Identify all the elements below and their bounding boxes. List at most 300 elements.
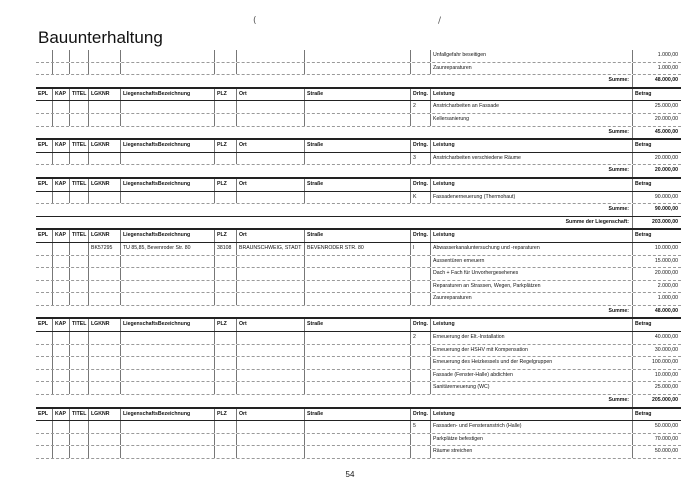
cell-lgknr — [88, 256, 120, 268]
cell-str — [304, 332, 410, 344]
cell-kap — [52, 101, 69, 113]
cell-betrag: 30.000,00 — [632, 345, 681, 357]
cell-betrag: 20.000,00 — [632, 268, 681, 280]
table-row — [36, 153, 681, 166]
cell-titel — [69, 332, 88, 344]
cell-epl — [36, 101, 52, 113]
cell-leist: Fassade (Fenster-Halle) abdichten — [430, 370, 632, 382]
cell-betrag: 50.000,00 — [632, 421, 681, 433]
cell-plz — [214, 446, 236, 458]
header-ort: Ort — [236, 409, 304, 421]
header-str: Straße — [304, 89, 410, 101]
cell-ort — [236, 357, 304, 369]
cell-epl — [36, 357, 52, 369]
cell-titel — [69, 345, 88, 357]
cell-plz — [214, 101, 236, 113]
cell-drng — [410, 357, 430, 369]
header-lgknr: LGKNR — [88, 409, 120, 421]
cell-drng: K — [410, 192, 430, 204]
cell-titel — [69, 256, 88, 268]
table-row — [36, 421, 681, 434]
cell-leist: Fassaden- und Fensteranstrich (Halle) — [430, 421, 632, 433]
cell-drng: I — [410, 243, 430, 255]
cell-ort — [236, 281, 304, 293]
header-titel: TITEL — [69, 319, 88, 331]
header-titel: TITEL — [69, 230, 88, 242]
header-epl: EPL — [38, 142, 49, 149]
cell-lgknr — [88, 421, 120, 433]
cell-betrag: 10.000,00 — [632, 243, 681, 255]
table-row — [36, 50, 681, 63]
table-row — [36, 345, 681, 358]
header-leist: Leistung — [430, 140, 632, 152]
header-titel: TITEL — [69, 89, 88, 101]
cell-plz — [214, 281, 236, 293]
cell-drng — [410, 268, 430, 280]
cell-plz — [214, 293, 236, 305]
cell-str — [304, 256, 410, 268]
header-kap: KAP — [52, 319, 69, 331]
table-header-row — [36, 88, 681, 102]
cell-titel — [69, 446, 88, 458]
cell-ort — [236, 101, 304, 113]
header-lgknr: LGKNR — [88, 319, 120, 331]
cell-ort — [236, 256, 304, 268]
sum-value: 45.000,00 — [632, 127, 681, 139]
property-total-label: Summe der Liegenschaft: — [565, 218, 629, 225]
cell-titel — [69, 50, 88, 62]
cell-ort — [236, 446, 304, 458]
cell-ort — [236, 114, 304, 126]
header-epl: EPL — [38, 180, 49, 187]
cell-leist: Reparaturen an Strassen, Wegen, Parkplätzen — [430, 281, 632, 293]
cell-str — [304, 192, 410, 204]
cell-kap — [52, 63, 69, 75]
property-total-row — [36, 217, 681, 230]
cell-leist: Fassadenerneuerung (Thermohaut) — [430, 192, 632, 204]
cell-drng: 2 — [410, 332, 430, 344]
sum-label: Summe: — [608, 167, 629, 174]
table-row — [36, 434, 681, 447]
cell-titel — [69, 243, 88, 255]
cell-plz — [214, 256, 236, 268]
header-leist: Leistung — [430, 89, 632, 101]
cell-str — [304, 114, 410, 126]
cell-drng — [410, 281, 430, 293]
cell-kap — [52, 243, 69, 255]
cell-bez — [120, 382, 214, 394]
sum-label: Summe: — [608, 397, 629, 404]
header-ort: Ort — [236, 319, 304, 331]
header-plz: PLZ — [214, 409, 236, 421]
cell-drng — [410, 382, 430, 394]
header-drng: Drlng. — [410, 230, 430, 242]
cell-drng — [410, 50, 430, 62]
cell-leist: Erneuerung der Elt.-Installation — [430, 332, 632, 344]
cell-betrag: 1.000,00 — [632, 293, 681, 305]
cell-drng — [410, 370, 430, 382]
cell-epl — [36, 256, 52, 268]
cell-lgknr: BK57295 — [88, 243, 120, 255]
header-kap: KAP — [52, 230, 69, 242]
table-row — [36, 243, 681, 256]
cell-plz — [214, 50, 236, 62]
header-ort: Ort — [236, 179, 304, 191]
header-titel: TITEL — [69, 179, 88, 191]
cell-kap — [52, 382, 69, 394]
cell-ort — [236, 50, 304, 62]
sum-label: Summe: — [608, 128, 629, 135]
cell-betrag: 2.000,00 — [632, 281, 681, 293]
cell-betrag: 70.000,00 — [632, 434, 681, 446]
cell-drng — [410, 63, 430, 75]
table-row — [36, 370, 681, 383]
stray-mark-left: ( — [253, 16, 257, 26]
header-drng: Drlng. — [410, 140, 430, 152]
cell-ort — [236, 421, 304, 433]
header-epl: EPL — [38, 321, 49, 328]
cell-titel — [69, 293, 88, 305]
header-leist: Leistung — [430, 319, 632, 331]
sum-value: 48.000,00 — [632, 306, 681, 318]
cell-kap — [52, 345, 69, 357]
cell-bez — [120, 114, 214, 126]
cell-bez — [120, 370, 214, 382]
cell-betrag: 1.000,00 — [632, 63, 681, 75]
cell-lgknr — [88, 268, 120, 280]
cell-epl — [36, 421, 52, 433]
header-epl: EPL — [38, 410, 49, 417]
cell-leist: Anstricharbeiten an Fassade — [430, 101, 632, 113]
table-row — [36, 332, 681, 345]
header-plz: PLZ — [214, 230, 236, 242]
cell-kap — [52, 434, 69, 446]
cell-lgknr — [88, 446, 120, 458]
cell-titel — [69, 192, 88, 204]
cell-lgknr — [88, 153, 120, 165]
sum-value: 48.000,00 — [632, 75, 681, 87]
cell-kap — [52, 268, 69, 280]
cell-bez — [120, 101, 214, 113]
header-betrag: Betrag — [632, 230, 681, 242]
cell-lgknr — [88, 50, 120, 62]
cell-epl — [36, 192, 52, 204]
cell-lgknr — [88, 281, 120, 293]
cell-kap — [52, 50, 69, 62]
header-epl: EPL — [38, 90, 49, 97]
cell-titel — [69, 370, 88, 382]
cell-betrag: 15.000,00 — [632, 256, 681, 268]
cell-epl — [36, 345, 52, 357]
cell-plz — [214, 114, 236, 126]
sum-row — [36, 395, 681, 408]
cell-kap — [52, 332, 69, 344]
cell-titel — [69, 101, 88, 113]
cell-titel — [69, 357, 88, 369]
table-row — [36, 256, 681, 269]
cell-ort — [236, 153, 304, 165]
cell-plz — [214, 370, 236, 382]
cell-bez — [120, 268, 214, 280]
cell-kap — [52, 114, 69, 126]
header-betrag: Betrag — [632, 409, 681, 421]
cell-epl — [36, 382, 52, 394]
cell-betrag: 50.000,00 — [632, 446, 681, 458]
cell-bez — [120, 357, 214, 369]
cell-leist: Sanitärerneuerung (WC) — [430, 382, 632, 394]
cell-str — [304, 101, 410, 113]
table-row — [36, 268, 681, 281]
header-leist: Leistung — [430, 409, 632, 421]
cell-leist: Zaunreparaturen — [430, 293, 632, 305]
cell-ort: BRAUNSCHWEIG, STADT — [236, 243, 304, 255]
header-bez: LiegenschaftsBezeichnung — [120, 89, 214, 101]
cell-str — [304, 50, 410, 62]
cell-epl — [36, 332, 52, 344]
header-betrag: Betrag — [632, 89, 681, 101]
header-str: Straße — [304, 230, 410, 242]
table-row — [36, 382, 681, 395]
cell-bez — [120, 446, 214, 458]
cell-kap — [52, 256, 69, 268]
cell-drng — [410, 256, 430, 268]
cell-titel — [69, 153, 88, 165]
table-row — [36, 446, 681, 459]
cell-lgknr — [88, 357, 120, 369]
cell-str — [304, 357, 410, 369]
cell-betrag: 20.000,00 — [632, 153, 681, 165]
sum-row — [36, 75, 681, 88]
cell-titel — [69, 281, 88, 293]
header-leist: Leistung — [430, 230, 632, 242]
sum-label: Summe: — [608, 206, 629, 213]
header-bez: LiegenschaftsBezeichnung — [120, 230, 214, 242]
cell-epl — [36, 50, 52, 62]
stray-mark-right: / — [438, 16, 442, 26]
header-ort: Ort — [236, 140, 304, 152]
cell-plz: 38108 — [214, 243, 236, 255]
cell-bez — [120, 421, 214, 433]
cell-lgknr — [88, 332, 120, 344]
header-bez: LiegenschaftsBezeichnung — [120, 140, 214, 152]
cell-str — [304, 153, 410, 165]
cell-bez — [120, 345, 214, 357]
cell-titel — [69, 268, 88, 280]
sum-row — [36, 306, 681, 319]
table-header-row — [36, 318, 681, 332]
table-header-row — [36, 139, 681, 153]
header-bez: LiegenschaftsBezeichnung — [120, 179, 214, 191]
header-plz: PLZ — [214, 89, 236, 101]
page-title: Bauunterhaltung — [38, 28, 163, 47]
cell-plz — [214, 421, 236, 433]
cell-str — [304, 268, 410, 280]
cell-titel — [69, 434, 88, 446]
header-str: Straße — [304, 319, 410, 331]
header-titel: TITEL — [69, 409, 88, 421]
cell-bez: TU 85,85, Bevenroder Str. 80 — [120, 243, 214, 255]
cell-epl — [36, 114, 52, 126]
cell-drng — [410, 345, 430, 357]
cell-drng — [410, 114, 430, 126]
cell-epl — [36, 370, 52, 382]
cell-drng — [410, 446, 430, 458]
cell-lgknr — [88, 114, 120, 126]
table-row — [36, 101, 681, 114]
cell-titel — [69, 63, 88, 75]
cell-leist: Räume streichen — [430, 446, 632, 458]
cell-kap — [52, 446, 69, 458]
header-kap: KAP — [52, 179, 69, 191]
cell-str — [304, 421, 410, 433]
cell-kap — [52, 153, 69, 165]
cell-ort — [236, 370, 304, 382]
header-lgknr: LGKNR — [88, 230, 120, 242]
cell-kap — [52, 357, 69, 369]
cell-lgknr — [88, 370, 120, 382]
cell-epl — [36, 153, 52, 165]
sum-value: 90.000,00 — [632, 204, 681, 216]
sum-label: Summe: — [608, 77, 629, 84]
cell-epl — [36, 243, 52, 255]
table-header-row — [36, 178, 681, 192]
cell-betrag: 40.000,00 — [632, 332, 681, 344]
cell-leist: Erneuerung des Heizkessels und der Regelgruppen — [430, 357, 632, 369]
sum-value: 205.000,00 — [632, 395, 681, 407]
table-row — [36, 114, 681, 127]
header-leist: Leistung — [430, 179, 632, 191]
cell-ort — [236, 382, 304, 394]
header-bez: LiegenschaftsBezeichnung — [120, 319, 214, 331]
cell-lgknr — [88, 382, 120, 394]
header-str: Straße — [304, 140, 410, 152]
header-epl: EPL — [38, 232, 49, 239]
page-number: 54 — [345, 470, 355, 479]
cell-titel — [69, 382, 88, 394]
cell-lgknr — [88, 434, 120, 446]
cell-epl — [36, 268, 52, 280]
cell-drng: 3 — [410, 153, 430, 165]
cell-str — [304, 382, 410, 394]
cell-bez — [120, 332, 214, 344]
header-plz: PLZ — [214, 140, 236, 152]
cell-betrag: 1.000,00 — [632, 50, 681, 62]
header-betrag: Betrag — [632, 140, 681, 152]
cell-ort — [236, 434, 304, 446]
header-lgknr: LGKNR — [88, 140, 120, 152]
header-lgknr: LGKNR — [88, 89, 120, 101]
cell-plz — [214, 357, 236, 369]
cell-leist: Dach + Fach für Unvorhergesehenes — [430, 268, 632, 280]
header-ort: Ort — [236, 230, 304, 242]
cell-str — [304, 293, 410, 305]
cell-ort — [236, 192, 304, 204]
cell-str — [304, 63, 410, 75]
cell-plz — [214, 63, 236, 75]
cell-bez — [120, 281, 214, 293]
header-plz: PLZ — [214, 319, 236, 331]
cell-str — [304, 281, 410, 293]
table-row — [36, 192, 681, 205]
sum-row — [36, 127, 681, 140]
cell-epl — [36, 63, 52, 75]
cell-drng — [410, 434, 430, 446]
header-ort: Ort — [236, 89, 304, 101]
header-drng: Drlng. — [410, 89, 430, 101]
cell-str — [304, 345, 410, 357]
cell-betrag: 100.000,00 — [632, 357, 681, 369]
cell-drng: 2 — [410, 101, 430, 113]
table-row — [36, 281, 681, 294]
property-total-value: 203.000,00 — [632, 217, 681, 229]
cell-leist: Erneuerung der HSHV mit Kompensation — [430, 345, 632, 357]
cell-plz — [214, 153, 236, 165]
cell-bez — [120, 63, 214, 75]
cell-betrag: 25.000,00 — [632, 382, 681, 394]
cell-plz — [214, 382, 236, 394]
table-row — [36, 293, 681, 306]
cell-drng — [410, 293, 430, 305]
cell-betrag: 20.000,00 — [632, 114, 681, 126]
cell-ort — [236, 63, 304, 75]
cell-lgknr — [88, 345, 120, 357]
header-titel: TITEL — [69, 140, 88, 152]
cell-leist: Anstricharbeiten verschiedene Räume — [430, 153, 632, 165]
cell-bez — [120, 256, 214, 268]
cell-titel — [69, 421, 88, 433]
header-betrag: Betrag — [632, 319, 681, 331]
cell-ort — [236, 345, 304, 357]
cell-str — [304, 434, 410, 446]
header-kap: KAP — [52, 409, 69, 421]
header-drng: Drlng. — [410, 409, 430, 421]
cell-epl — [36, 446, 52, 458]
cell-epl — [36, 281, 52, 293]
cell-plz — [214, 434, 236, 446]
table-header-row — [36, 408, 681, 422]
header-kap: KAP — [52, 140, 69, 152]
cell-betrag: 10.000,00 — [632, 370, 681, 382]
cell-lgknr — [88, 101, 120, 113]
table-header-row — [36, 229, 681, 243]
header-drng: Drlng. — [410, 179, 430, 191]
cell-leist: Parkplätze befestigen — [430, 434, 632, 446]
sum-row — [36, 204, 681, 217]
header-str: Straße — [304, 179, 410, 191]
header-drng: Drlng. — [410, 319, 430, 331]
cell-epl — [36, 293, 52, 305]
cell-bez — [120, 50, 214, 62]
cell-plz — [214, 268, 236, 280]
cell-kap — [52, 293, 69, 305]
header-str: Straße — [304, 409, 410, 421]
cell-ort — [236, 293, 304, 305]
cell-epl — [36, 434, 52, 446]
cell-kap — [52, 370, 69, 382]
table-row — [36, 63, 681, 76]
cell-plz — [214, 192, 236, 204]
cell-kap — [52, 192, 69, 204]
cell-bez — [120, 153, 214, 165]
cell-leist: Kellersanierung — [430, 114, 632, 126]
table-row — [36, 357, 681, 370]
sum-row — [36, 165, 681, 178]
header-betrag: Betrag — [632, 179, 681, 191]
cell-leist: Zaunreparaturen — [430, 63, 632, 75]
cell-lgknr — [88, 63, 120, 75]
cell-leist: Aussentüren erneuern — [430, 256, 632, 268]
cell-titel — [69, 114, 88, 126]
